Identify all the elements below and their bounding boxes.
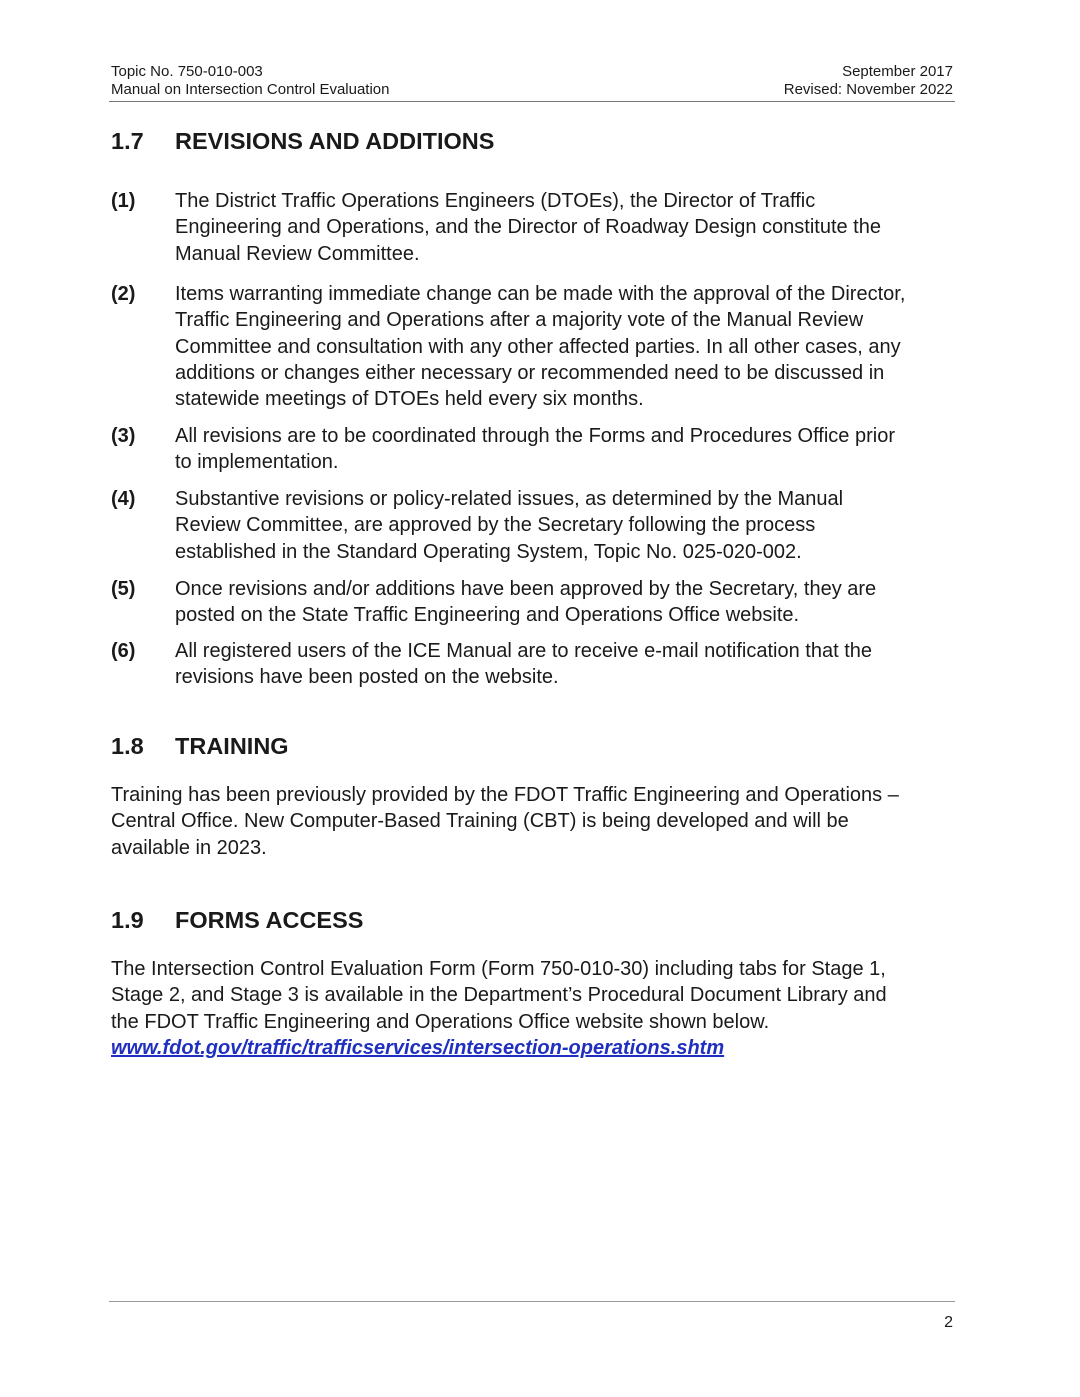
item-text xyxy=(175,486,843,565)
text-line: Once revisions and/or additions have been approved by the Secretary, they are xyxy=(175,578,877,600)
text-line: Committee and consultation with any other affected parties. In all other cases, any xyxy=(175,335,901,358)
text-line: Engineering and Operations, and the Director of Roadway Design constitute the xyxy=(175,216,881,239)
text-line: The Intersection Control Evaluation Form (Form 750-010-30) including tabs for Stage 1, xyxy=(111,958,886,980)
section-number: 1.9 xyxy=(111,907,144,933)
text-line: All registered users of the ICE Manual are to receive e-mail notification that the xyxy=(175,640,873,662)
text-line: posted on the State Traffic Engineering and Operations Office website. xyxy=(175,604,800,627)
forms-website-link[interactable]: www.fdot.gov/traffic/trafficservices/intersection-operations.shtm xyxy=(111,1036,725,1059)
section-heading-1-8 xyxy=(111,732,289,760)
header-right xyxy=(784,63,953,99)
training-paragraph xyxy=(111,782,899,861)
text-line: The District Traffic Operations Engineers (DTOEs), the Director of Traffic xyxy=(175,190,816,212)
text-line: to implementation. xyxy=(175,451,339,474)
text-line: Review Committee, are approved by the Secretary following the process xyxy=(175,514,816,537)
item-number: (4) xyxy=(111,488,136,510)
section-heading-1-7 xyxy=(111,127,494,155)
text-line: Central Office. New Computer-Based Training (CBT) is being developed and will be xyxy=(111,810,849,833)
text-line: additions or changes either necessary or recommended need to be discussed in xyxy=(175,361,885,384)
item-text xyxy=(175,188,881,267)
header-rule xyxy=(109,101,955,102)
section-number: 1.8 xyxy=(111,733,144,759)
text-line: Training has been previously provided by the FDOT Traffic Engineering and Operations – xyxy=(111,784,899,806)
footer-rule xyxy=(109,1301,955,1302)
item-text xyxy=(175,281,905,412)
item-text xyxy=(175,423,895,476)
text-line: Substantive revisions or policy-related issues, as determined by the Manual xyxy=(175,488,844,510)
text-line: available in 2023. xyxy=(111,836,267,859)
section-heading-1-9 xyxy=(111,906,363,934)
text-line: Manual Review Committee. xyxy=(175,242,420,265)
section-title: FORMS ACCESS xyxy=(175,907,364,933)
text-line: Traffic Engineering and Operations after a majority vote of the Manual Review xyxy=(175,309,864,332)
text-line: revisions have been posted on the website. xyxy=(175,666,559,689)
publish-date: September 2017 xyxy=(842,63,953,80)
forms-paragraph xyxy=(111,956,887,1061)
section-number: 1.7 xyxy=(111,128,144,154)
item-number: (3) xyxy=(111,425,136,447)
item-text xyxy=(175,576,876,629)
header-left xyxy=(111,63,390,99)
text-line: statewide meetings of DTOEs held every six months. xyxy=(175,388,644,411)
item-number: (1) xyxy=(111,190,136,212)
revised-date: Revised: November 2022 xyxy=(783,81,953,98)
topic-number: Topic No. 750-010-003 xyxy=(111,63,263,80)
item-text xyxy=(175,638,872,691)
manual-title: Manual on Intersection Control Evaluation xyxy=(111,81,390,98)
text-line: Stage 2, and Stage 3 is available in the Department’s Procedural Document Library and xyxy=(111,984,887,1007)
text-line: Items warranting immediate change can be made with the approval of the Director, xyxy=(175,283,906,305)
item-number: (2) xyxy=(111,283,136,305)
item-number: (5) xyxy=(111,578,136,600)
section-title: REVISIONS AND ADDITIONS xyxy=(175,128,495,154)
text-line: All revisions are to be coordinated through the Forms and Procedures Office prior xyxy=(175,425,895,447)
text-line: the FDOT Traffic Engineering and Operations Office website shown below. xyxy=(111,1010,770,1033)
text-line: established in the Standard Operating System, Topic No. 025-020-002. xyxy=(175,540,802,563)
item-number: (6) xyxy=(111,640,136,662)
section-title: TRAINING xyxy=(175,733,289,759)
page-number: 2 xyxy=(944,1314,953,1331)
